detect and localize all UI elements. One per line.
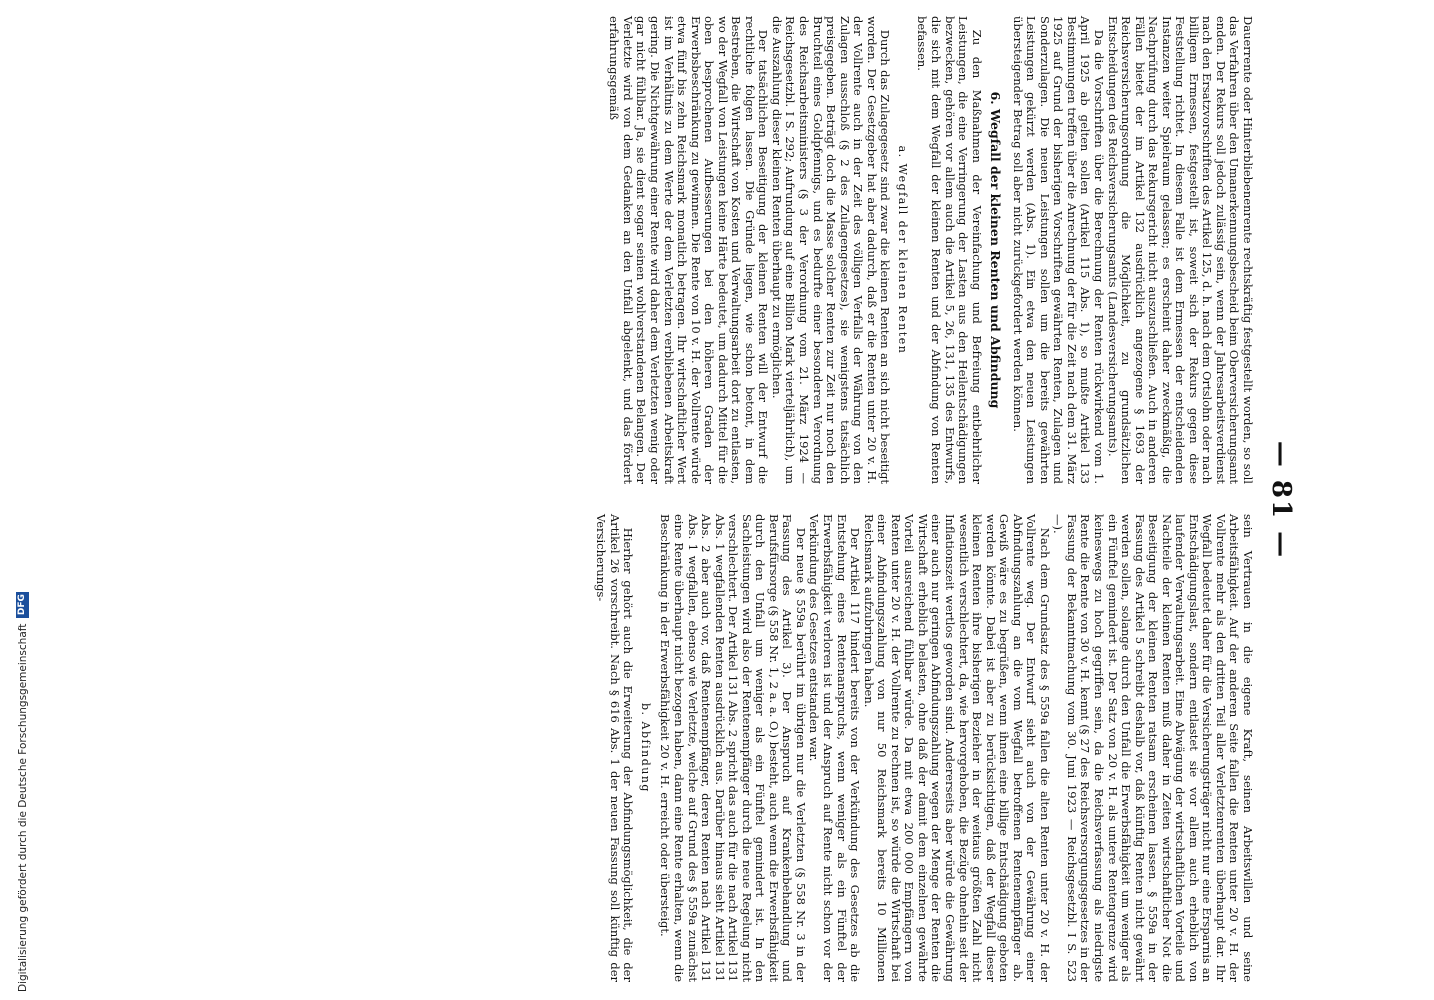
subsection-heading: a. Wegfall der kleinen Renten [895, 145, 909, 355]
paragraph: Zu den Maßnahmen der Vereinfachung und Befreiung entbehrlicher Leistungen, die eine Verringerung der Lasten aus den Heilentschädigungen bezwecken, gehören vor allem auch die Artikel 5, 26, 131, 135 des Entwurfs, die sich mit dem Wegfall der kleinen Renten und der Abfindung von Renten befassen. [915, 16, 984, 484]
left-column [607, 16, 1254, 484]
paragraph: Da die Vorschriften über die Berechnung der Renten rückwirkend vom 1. April 1925 ab gelten sollen (Artikel 115 Abs. 1), so mußte Artikel 133 Bestimmungen treffen über die Anrechnung der für die Zeit nach dem 31. März 1925 auf Grund der bisherigen Vorschriften gewährten Renten, Zulagen und Sonderzulagen. Die neuen Leistungen sollen um die bereits gewährten Leistungen gekürzt werden (Abs. 1). Ein etwa den neuen Leistungen übersteigender Betrag soll aber nicht zurückgefordert werden können. [1010, 16, 1106, 484]
paragraph: Durch das Zulagegesetz sind zwar die kleinen Renten an sich nicht beseitigt worden. Der Gesetzgeber hat aber dadurch, daß er die Renten unter 20 v. H. der Vollrente auch in der Zeit des völligen Verfalls der Währung von den Zulagen ausschloß (§ 2 des Zulagengesetzes), sie wenigstens tatsächlich preisgegeben. Beträgt doch die Masse solcher Renten zur Zeit nur noch den Bruchteil eines Goldpfennigs, und es bedurfte einer besonderen Verordnung des Reichsarbeitsministers (§ 3 der Verordnung vom 21. März 1924 — Reichsgesetzbl. I S. 292; Aufrundung auf eine Billion Mark vierteljährlich), um die Auszahlung dieser kleinen Renten überhaupt zu ermöglichen. [769, 16, 893, 484]
digitization-notice [16, 592, 29, 992]
paragraph: Hierher gehört auch die Erweiterung der Abfindungsmöglichkeit, die der Artikel 26 vorschreibt. Nach § 616 Abs. 1 der neuen Fassung soll künftig der Versicherungs- [594, 514, 636, 982]
paragraph: Der tatsächlichen Beseitigung der kleinen Renten will der Entwurf die rechtliche folgen lassen. Die Gründe liegen, wie schon betont, in dem Bestreben, die Wirtschaft von Kosten und Verwaltungsarbeit dort zu entlasten, wo der Wegfall von Leistungen keine Härte bedeutet, um dadurch Mittel für die oben besprochenen Aufbesserungen bei den höheren Graden der Erwerbsbeschränkung zu gewinnen. Die Rente von 10 v. H. der Vollrente würde etwa fünf bis zehn Reichsmark monatlich betragen. Ihr wirtschaftlicher Wert ist im Verhältnis zu dem Werte der dem Verletzten verbliebenen Arbeitskraft gering. Die Nichtgewährung einer Rente wird daher dem Verletzten wenig oder gar nicht fühlbar. Ja, sie dient sogar seinen wohlverstandenen Belangen. Der Verletzte wird von dem Gedanken an den Unfall abgelenkt, und das fördert erfahrungsgemäß [607, 16, 771, 484]
paragraph: Dauerrente oder Hinterbliebenenrente rechtskräftig festgestellt worden, so soll das Verfahren über den Umanerkennungsbescheid beim Oberversicherungsamt enden. Der Rekurs soll jedoch zulässig sein, wenn der Jahresarbeitsverdienst nach den Ersatzvorschriften des Artikel 125, d. h. nach dem Ortslohn oder nach billigem Ermessen, festgestellt ist, soweit sich der Rekurs gegen diese Feststellung richtet. In diesem Falle ist dem Ermessen der entscheidenden Instanzen weiter Spielraum gelassen; es erscheint daher zweckmäßig, die Nachprüfung durch das Rekursgericht nicht auszuschließen. Auch in anderen Fällen bietet der im Artikel 132 ausdrücklich angezogene § 1693 der Reichsversicherungsordnung die Möglichkeit, zu grundsätzlichen Entscheidungen des Reichsversicherungsamts (Landesversicherungsamts). [1105, 16, 1255, 484]
scanned-page [0, 10, 1300, 990]
paragraph: Der Artikel 117 hindert bereits von der Verkündung des Gesetzes ab die Entstehung eines Rentenanspruchs, wenn weniger als ein Fünftel der Erwerbsfähigkeit verloren ist und der Anspruch auf Rente nicht schon vor der Verkündung des Gesetzes entstanden war. [807, 514, 863, 982]
subsection-heading: b. Abfindung [638, 703, 652, 793]
paragraph: Nach dem Grundsatz des § 559a fallen die alten Renten unter 20 v. H. der Vollrente weg. Der Entwurf sieht auch von der Gewährung einer Abfindungszahlung an die vom Wegfall betroffenen Rentenempfänger ab. Gewiß wäre es zu begrüßen, wenn ihnen eine billige Entschädigung geboten werden könnte. Dabei ist aber zu berücksichtigen, daß der Wegfall dieser kleinen Renten ihre bisherigen Bezieher in der weitaus größten Zahl nicht wesentlich verschlechtert, da, wie hervorgehoben, die Bezüge ohnehin seit der Inflationszeit wertlos geworden sind. Andererseits aber würde die Gewährung einer auch nur geringen Abfindungszahlung wegen der Menge der Renten die Wirtschaft erheblich belasten, ohne daß der damit dem einzelnen gewährte Vorteil ausreichend fühlbar würde. Da mit etwa 200 000 Empfängern von Renten unter 20 v. H. der Vollrente zu rechnen ist, so würde die Wirtschaft bei einer Abfindungszahlung von nur 50 Reichsmark bereits 10 Millionen Reichsmark aufzubringen haben. [861, 514, 1052, 982]
dfg-logo: DFG [16, 592, 29, 618]
right-column [594, 514, 1254, 982]
page-number: — 81 — [1266, 440, 1296, 560]
section-heading: 6. Wegfall der kleinen Renten und Abfindung [988, 91, 1004, 409]
paragraph: sein Vertrauen in die eigene Kraft, seinen Arbeitswillen und seine Arbeitsfähigkeit. Auf der anderen Seite fallen die Renten unter 20 v. H. der Vollrente mehr als den dritten Teil aller Verletztenrenten überhaupt dar. Ihr Wegfall bedeutet daher für die Versicherungsträger nicht nur eine Ersparnis an Entschädigungslast, sondern entlastet sie vor allem auch erheblich von laufender Verwaltungsarbeit. Eine Abwägung der wirtschaftlichen Vorteile und Nachteile der kleinen Renten muß daher in Zeiten wirtschaftlicher Not die Beseitigung der kleinen Renten ratsam erscheinen lassen. § 559a in der Fassung des Artikel 5 schreibt deshalb vor, daß künftig Renten nicht gewährt werden sollen, solange durch den Unfall die Erwerbsfähigkeit um weniger als ein Fünftel gemindert ist. Der Satz von 20 v. H. als untere Rentengrenze wird keineswegs zu hoch gegriffen sein, da die Reichsverfassung als niedrigste Rente die Rente von 30 v. H. kennt (§ 27 des Reichsversorgungsgesetzes in der Fassung der Bekanntmachung vom 30. Juni 1923 — Reichsgesetzbl. I S. 523 —). [1051, 514, 1255, 982]
notice-text: Digitalisierung gefördert durch die Deutsche Forschungsgemeinschaft [16, 623, 29, 992]
paragraph: Der neue § 559a berührt im übrigen nur die Verletzten (§ 558 Nr. 3 in der Fassung des Artikel 3). Der Anspruch auf Krankenbehandlung und Berufsfürsorge (§ 558 Nr. 1, 2 a. a. O.) besteht, auch wenn die Erwerbsfähigkeit durch den Unfall um weniger als ein Fünftel gemindert ist. In den Sachleistungen wird also der Rentenempfänger durch die neue Regelung nicht verschlechtert. Der Artikel 131 Abs. 2 spricht das auch für die nach Artikel 131 Abs. 1 wegfallenden Renten ausdrücklich aus. Darüber hinaus sieht Artikel 131 Abs. 2 aber auch vor, daß Rentenempfänger, deren Renten nach Artikel 131 Abs. 1 wegfallen, ebenso wie Verletzte, welche auf Grund des § 559a zunächst eine Rente überhaupt nicht bezogen haben, dann eine Rente erhalten, wenn die Beschränkung in der Erwerbsfähigkeit 20 v. H. erreicht oder übersteigt. [658, 514, 808, 982]
